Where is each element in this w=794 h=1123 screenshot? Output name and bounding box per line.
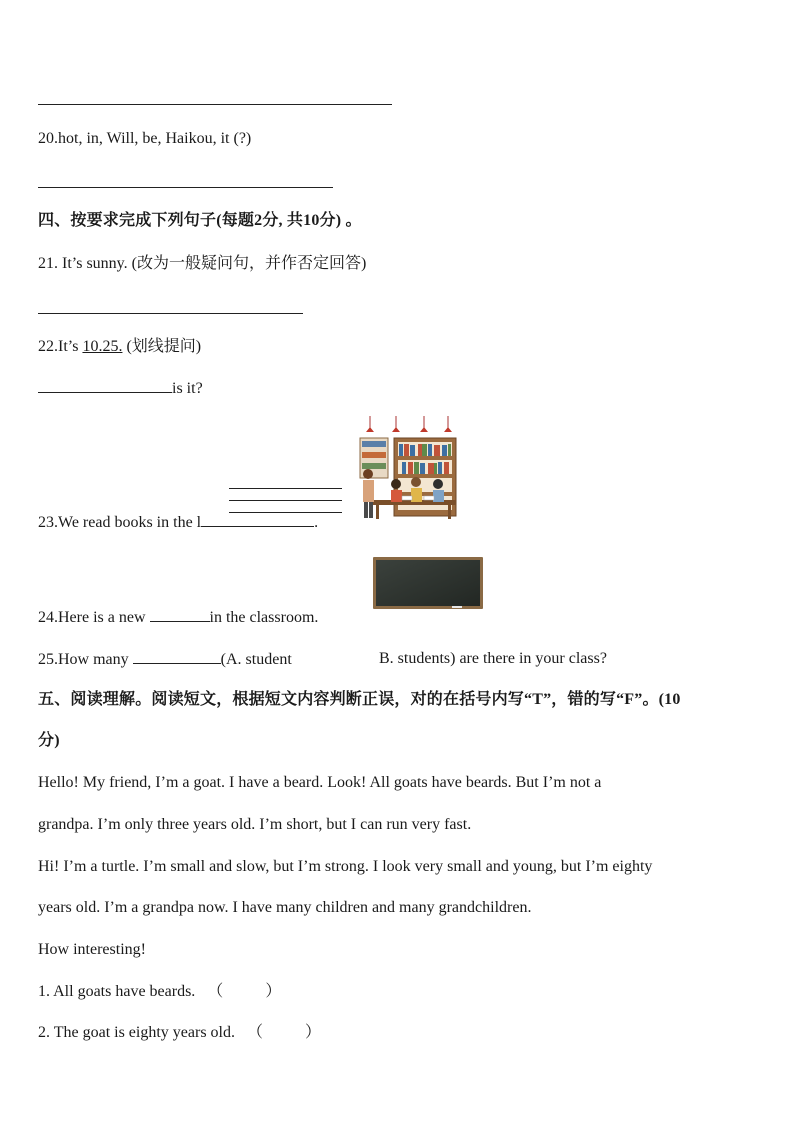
passage-p2-line1: Hi! I’m a turtle. I’m small and slow, but I’m strong. I look very small and young, but I’m eighty xyxy=(38,858,653,875)
section-5-heading-line2: 分) xyxy=(38,732,60,749)
question-22-underlined-time: 10.25. xyxy=(82,338,123,355)
judgement-text: 2. The goat is eighty years old. xyxy=(38,1024,235,1041)
passage-p3: How interesting! xyxy=(38,941,146,958)
section-5-heading-line1: 五、阅读理解。阅读短文，根据短文内容判断正误，对的在括号内写“T”，错的写“F”。(10 xyxy=(38,691,681,708)
question-24-prefix: 24.Here is a new xyxy=(38,609,150,626)
judgement-text: 1. All goats have beards. xyxy=(38,983,196,1000)
answer-blank-25[interactable] xyxy=(133,649,221,664)
judgement-item xyxy=(38,982,281,1002)
library-illustration xyxy=(358,414,460,520)
passage-p2-line2: years old. I’m a grandpa now. I have many children and many grandchildren. xyxy=(38,899,532,916)
question-23-suffix: . xyxy=(314,514,319,531)
writing-line-a xyxy=(229,488,342,489)
passage-p1-line1: Hello! My friend, I’m a goat. I have a beard. Look! All goats have beards. But I’m not a xyxy=(38,774,602,791)
lamp-icon xyxy=(366,416,452,432)
question-24 xyxy=(38,607,318,628)
question-24-suffix: in the classroom. xyxy=(209,609,319,626)
question-23 xyxy=(38,512,318,533)
section-4-heading: 四、按要求完成下列句子(每题2分, 共10分) 。 xyxy=(38,212,362,229)
passage-p1-line2: grandpa. I’m only three years old. I’m short, but I can run very fast. xyxy=(38,816,472,833)
question-22-answer xyxy=(38,378,203,399)
question-25-prefix: 25.How many xyxy=(38,651,133,668)
judgement-item xyxy=(38,1023,321,1043)
question-22-answer-suffix: is it? xyxy=(172,380,203,397)
answer-blank-23[interactable] xyxy=(201,512,314,527)
question-25-option-a: (A. student xyxy=(220,651,292,668)
answer-blank-24[interactable] xyxy=(150,607,210,622)
answer-bracket[interactable]: （ ） xyxy=(247,1024,322,1041)
question-22-prefix: 22.It’s xyxy=(38,338,83,355)
question-22-suffix: (划线提问) xyxy=(122,338,202,355)
question-23-prefix: 23.We read books in the l xyxy=(38,514,202,531)
question-22 xyxy=(38,337,201,357)
question-21: 21. It’s sunny. (改为一般疑问句，并作否定回答) xyxy=(38,255,367,272)
question-25-option-b: B. students) are there in your class? xyxy=(379,650,607,667)
answer-bracket[interactable]: （ ） xyxy=(207,983,282,1000)
writing-line-b xyxy=(229,500,342,501)
answer-line-21[interactable] xyxy=(38,313,303,314)
answer-line-20[interactable] xyxy=(38,187,333,188)
question-20: 20.hot, in, Will, be, Haikou, it (?) xyxy=(38,130,252,147)
blackboard-illustration xyxy=(372,556,486,612)
answer-blank-22[interactable] xyxy=(38,378,172,393)
question-25 xyxy=(38,649,292,670)
answer-line-19[interactable] xyxy=(38,104,392,105)
